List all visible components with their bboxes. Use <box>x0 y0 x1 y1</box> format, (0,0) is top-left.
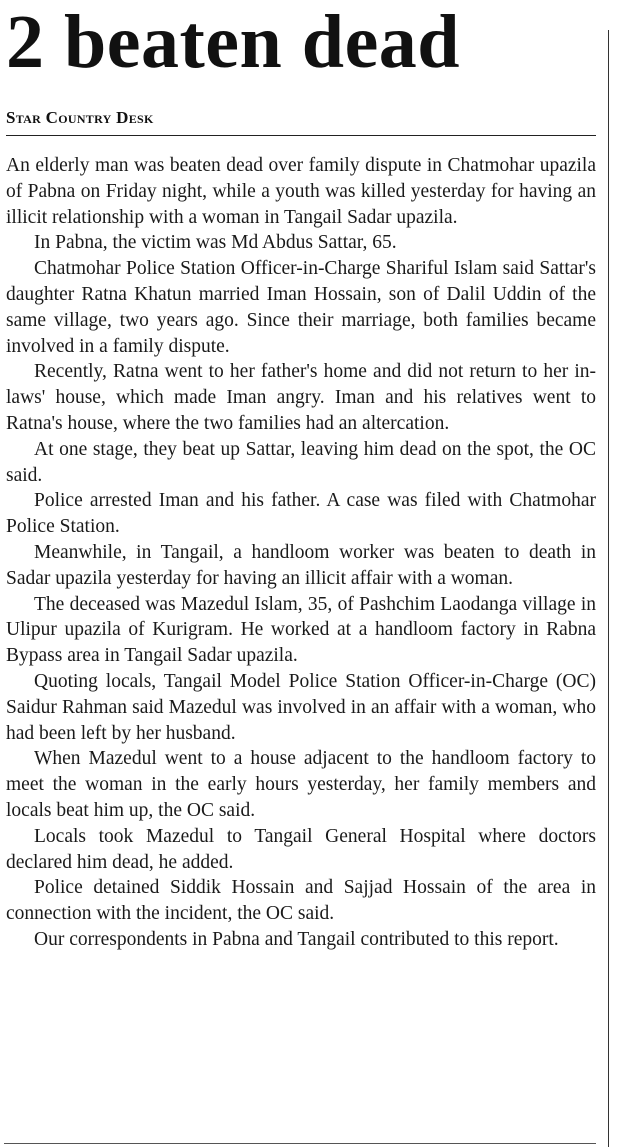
paragraph: When Mazedul went to a house adjacent to the handloom factory to meet the woman in the early hours yesterday, her family members and locals beat him up, the OC said. <box>6 748 596 821</box>
byline: Star Country Desk <box>6 104 596 136</box>
bottom-divider <box>4 1143 596 1144</box>
paragraph: In Pabna, the victim was Md Abdus Sattar, 65. <box>34 232 397 254</box>
headline: 2 beaten dead <box>6 0 461 84</box>
paragraph: Police arrested Iman and his father. A case was filed with Chatmohar Police Station. <box>6 490 596 538</box>
column-divider <box>608 30 609 1147</box>
paragraph: Our correspondents in Pabna and Tangail contributed to this report. <box>34 928 559 950</box>
paragraph: Police detained Siddik Hossain and Sajjad Hossain of the area in connection with the incident, the OC said. <box>6 877 596 925</box>
news-article <box>6 0 596 953</box>
paragraph: At one stage, they beat up Sattar, leaving him dead on the spot, the OC said. <box>6 438 596 486</box>
paragraph: The deceased was Mazedul Islam, 35, of Pashchim Laodanga village in Ulipur upazila of Kurigram. He worked at a handloom factory in Rabna Bypass area in Tangail Sadar upazila. <box>6 593 596 667</box>
paragraph: Recently, Ratna went to her father's home and did not return to her in-laws' house, which made Iman angry. Iman and his relatives went to Ratna's house, where the two families had an altercation. <box>6 361 596 434</box>
paragraph: Quoting locals, Tangail Model Police Station Officer-in-Charge (OC) Saidur Rahman said Mazedul was involved in an affair with a woman, who had been left by her husband. <box>6 670 596 744</box>
paragraph: Chatmohar Police Station Officer-in-Charge Shariful Islam said Sattar's daughter Ratna Khatun married Iman Hossain, son of Dalil Uddin of the same village, two years ago. Since their marriage, both families became involved in a family dispute. <box>6 258 596 357</box>
paragraph: An elderly man was beaten dead over family dispute in Chatmohar upazila of Pabna on Friday night, while a youth was killed yesterday for having an illicit relationship with a woman in Tangail Sadar upazila. <box>6 155 596 228</box>
paragraph: Locals took Mazedul to Tangail General Hospital where doctors declared him dead, he added. <box>6 825 596 873</box>
article-body <box>6 153 596 953</box>
paragraph: Meanwhile, in Tangail, a handloom worker was beaten to death in Sadar upazila yesterday for having an illicit affair with a woman. <box>6 541 596 589</box>
